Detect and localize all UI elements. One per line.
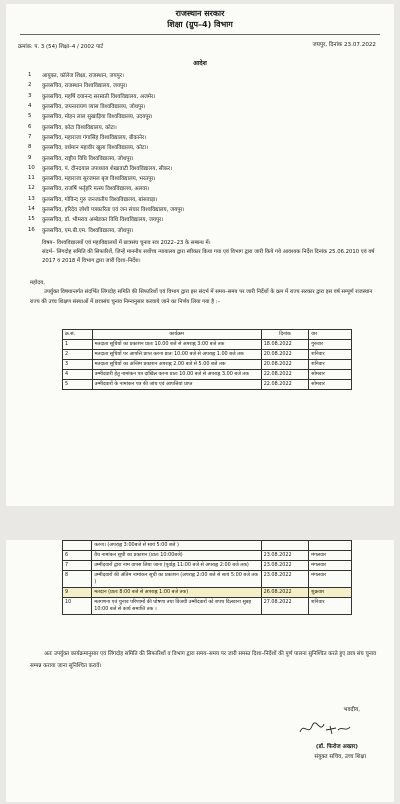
addressee-list (28, 70, 388, 235)
cell-date: 22.08.2022 (261, 370, 309, 380)
addressee-item: 6 कुलसचिव, कोटा विश्वविद्यालय, कोटा। (28, 123, 117, 131)
cell-day: सोमवार (309, 370, 352, 380)
table-row (63, 350, 352, 360)
cell-activity: उम्मीदवारों द्वारा नाम वापस लिया जाना (पूर्वाह्न 11:00 बजे से अपराह्न 2:00 बजे तक) (92, 561, 261, 571)
cell-sno: 3 (63, 360, 93, 370)
cell-activity: वैध नामांकन सूची का प्रकाशन (प्रातः 10:00बजे) (92, 551, 261, 561)
table-row (63, 598, 352, 615)
cell-sno: 4 (63, 370, 93, 380)
cell-date: 27.08.2022 (261, 598, 309, 615)
cell-activity: उम्मीदवारों की अंतिम नामांकन सूची का प्रकाशन (अपराह्न 2:00 बजे से सायं 5:00 बजे तक ) (92, 571, 261, 588)
table-row (63, 340, 352, 350)
cell-sno: 7 (63, 561, 92, 571)
header-government: राजस्थान सरकार (175, 9, 225, 18)
header-day: वार (309, 330, 352, 340)
cell-sno (63, 541, 92, 551)
addressee-item: 4 कुलसचिव, जयनारायण व्यास विश्वविद्यालय, जोधपुर। (28, 103, 146, 111)
header-rule (20, 34, 380, 35)
cell-sno: 8 (63, 571, 92, 588)
cell-sno: 6 (63, 551, 92, 561)
table-row (63, 588, 352, 598)
cell-day (309, 541, 352, 551)
addressee-item: 7 कुलसचिव, महाराजा गंगासिंह विश्वविद्यालय, बीकानेर। (28, 133, 147, 141)
header-date: दिनांक (261, 330, 309, 340)
addressee-item: 16 कुलसचिव, एम.बी.एम. विश्वविद्यालय, जोधपुर। (28, 226, 134, 234)
cell-day: मंगलवार (309, 571, 352, 588)
signature-scribble (296, 718, 352, 738)
addressee-item: 9 कुलसचिव, राष्ट्रीय विधि विश्वविद्यालय, जोधपुर। (28, 154, 134, 162)
cell-date: 20.08.2022 (261, 360, 309, 370)
cell-date: 22.08.2022 (261, 380, 309, 390)
cell-activity: मतदाता सूचियों का अन्तिम प्रकाशन अपराह्न 2.00 बजे से 5.00 बजे तक (92, 360, 261, 370)
schedule-table-2 (62, 540, 352, 615)
table-row (63, 380, 352, 390)
cell-activity: मतगणना एवं चुनाव परिणामों की घोषणा तथा विजयी उम्मीदवारों को शपथ दिलवाना सुबह 10:00 बजे से कार्य समाप्ति तक । (92, 598, 261, 615)
addressee-item: 10 कुलसचिव, पं. दीनदयाल उपाध्याय शेखावाटी विश्वविद्यालय, सीकर। (28, 164, 173, 172)
cell-sno: 9 (63, 588, 92, 598)
addressee-item: 13 कुलसचिव, गोविन्द गुरु जनजातीय विश्वविद्यालय, बांसवाड़ा। (28, 195, 158, 203)
table-header-row (63, 330, 352, 340)
cell-day: शनिवार (309, 598, 352, 615)
letter-date: जयपुर, दिनांक 23.07.2022 (312, 42, 376, 48)
cell-activity: मतदाता सूचियों पर आपत्ति प्राप्त करना प्रातः 10.00 बजे से अपराह्न 1.00 बजे तक (92, 350, 261, 360)
cell-activity: उम्मीदवारों के नामांकन पत्र की जांच एवं आपत्तियां प्राप्त (92, 380, 261, 390)
cell-date: 20.08.2022 (261, 350, 309, 360)
body-paragraph-2: अतः उपर्युक्त कार्यक्रमानुसार एवं लिंगदोह समिति की सिफारिशों व विभाग द्वारा समय–समय पर जारी समस्त दिशा–निर्देशों की पूर्ण पालना सुनिश्चित करते हुए छात्र संघ चुनाव सम्पन्न कराया जाना सुनिश्चित करावें। (30, 651, 377, 669)
table-row (63, 541, 352, 551)
cell-day: शुक्रवार (309, 588, 352, 598)
cell-day: मंगलवार (309, 561, 352, 571)
table-row (63, 561, 352, 571)
cell-date: 23.08.2022 (261, 551, 309, 561)
schedule-table-1 (62, 329, 352, 390)
body-paragraph-1: उपर्युक्त विषयान्तर्गत संदर्भित लिंगदोह समिति की सिफारिशों एवं विभाग द्वारा इस संदर्भ में समय–समय पर जारी निर्देशों के क्रम में राज्य सरकार द्वारा इस वर्ष सम्पूर्ण राजस्थान राज्य की उच्च शिक्षण संस्थाओं में छात्रसंघ चुनाव निम्नानुसार करवाये जाने का निर्णय लिया गया है :– (30, 289, 373, 305)
salutation: महोदय, (30, 280, 45, 286)
cell-day: शनिवार (309, 350, 352, 360)
cell-day: गुरुवार (309, 340, 352, 350)
addressee-item: 1 आयुक्त, कॉलेज शिक्षा, राजस्थान, जयपुर। (28, 72, 124, 80)
addressee-item: 2 कुलसचिव, राजस्थान विश्वविद्यालय, जयपुर। (28, 82, 128, 90)
header-sno: क्र.सं. (63, 330, 93, 340)
addressee-item: 14 कुलसचिव, हरिदेव जोशी पत्रकारिता एवं जन संचार विश्वविद्यालय, जयपुर। (28, 206, 185, 213)
cell-activity: मतदान (प्रातः 8:00 बजे से अपराह्न 1:00 बजे तक) (92, 588, 261, 598)
header-activity: कार्यक्रम (92, 330, 261, 340)
cell-day: मंगलवार (309, 551, 352, 561)
cell-activity: मतदाता सूचियों का प्रकाशन प्रातः 10.00 बजे से अपराह्न 3:00 बजे तक (92, 340, 261, 350)
reference-number: क्रमांक: प. 3 (54) शिक्षा–4 / 2002 पार्ट (18, 44, 104, 50)
order-heading: आदेश (193, 60, 207, 67)
cell-date (261, 541, 309, 551)
signer-name: (डॉ. फिरोज अख्तर) (315, 744, 358, 750)
cell-day: सोमवार (309, 380, 352, 390)
cell-sno: 1 (63, 340, 93, 350)
subject-line: विषय– विश्वविद्यालयों एवं महाविद्यालयों में छात्रसंघ चुनाव सत्र 2022–23 के सम्बन्ध में। (42, 240, 211, 246)
cell-date: 23.08.2022 (261, 561, 309, 571)
cell-date: 23.08.2022 (261, 571, 309, 588)
cell-sno: 2 (63, 350, 93, 360)
cell-date: 18.08.2022 (261, 340, 309, 350)
table-row (63, 370, 352, 380)
addressee-item: 12 कुलसचिव, राजर्षि भर्तृहरि मत्स्य विश्वविद्यालय, अलवर। (28, 185, 150, 193)
cell-date: 26.08.2022 (261, 588, 309, 598)
cell-sno: 10 (63, 598, 92, 615)
addressee-item: 15 कुलसचिव, डॉ. भीमराव अम्बेडकर विधि विश्वविद्यालय, जयपुर। (28, 216, 164, 224)
cell-sno: 5 (63, 380, 93, 390)
addressee-item: 8 कुलसचिव, वर्धमान महावीर खुला विश्वविद्यालय, कोटा। (28, 144, 149, 152)
addressee-item: 5 कुलसचिव, मोहन लाल सुखाड़िया विश्वविद्यालय, उदयपुर। (28, 113, 153, 121)
table-row (63, 360, 352, 370)
page-gap (0, 508, 400, 538)
cell-activity: उम्मीदवारी हेतु नामांकन पत्र दाखिल करना प्रातः 10.00 बजे से अपराह्न 3.00 बजे तक (92, 370, 261, 380)
addressee-item: 3 कुलसचिव, महर्षि दयानन्द सरस्वती विश्वविद्यालय, अजमेर। (28, 92, 156, 100)
cell-activity: करना। (अपराह्न 3:00बजे से सायं 5:00 बजे ) (92, 541, 261, 551)
reference-line: संदर्भ– लिंगदोह समिति की सिफारिशें, जिन्हें माननीय सर्वोच्च न्यायालय द्वारा स्वीकार किया गया एवं विभाग द्वारा जारी किये गये आवश्यक निर्देश दिनांक 25.06.2010 एवं वर्ष 2017 व 2018 में विभाग द्वारा जारी दिशा–निर्देश। (42, 249, 375, 264)
signoff: भवदीय, (343, 707, 360, 713)
signer-designation: संयुक्त सचिव, उच्च शिक्षा (314, 754, 366, 760)
header-department: शिक्षा (ग्रुप–4) विभाग (167, 20, 233, 29)
table-row (63, 551, 352, 561)
addressee-item: 11 कुलसचिव, महाराजा सूरजमल बृज विश्वविद्यालय, भरतपुर। (28, 175, 156, 183)
table-row (63, 571, 352, 588)
cell-day: शनिवार (309, 360, 352, 370)
